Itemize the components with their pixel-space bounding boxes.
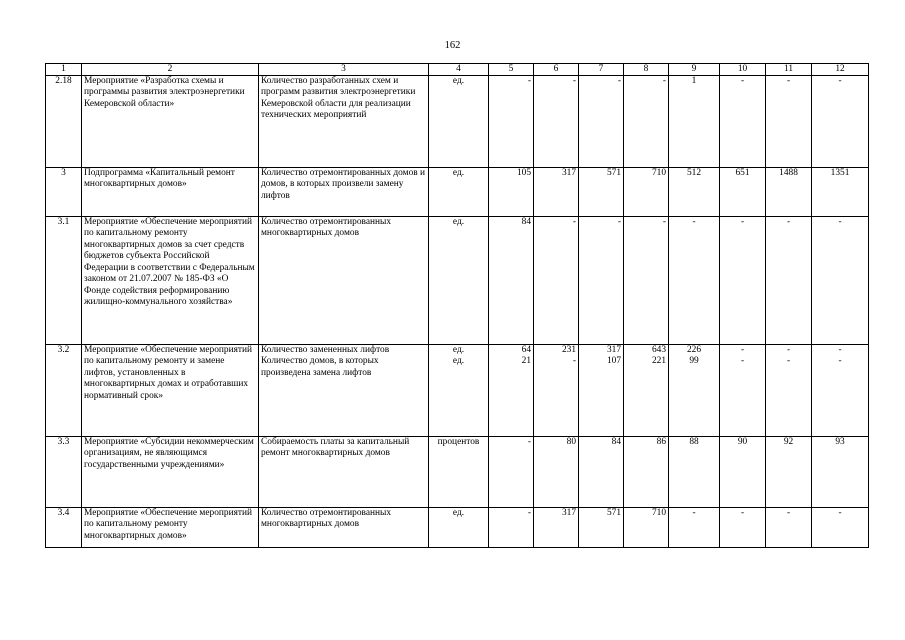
value-cell: - (669, 508, 720, 548)
value: 226 (686, 345, 702, 355)
table-row (46, 508, 869, 548)
value-cell: 1 (669, 76, 720, 168)
header-cell: 8 (624, 64, 669, 76)
row-number: 3.1 (46, 217, 82, 345)
table-header-row (46, 64, 869, 76)
value: - (572, 356, 576, 367)
unit: ед. (452, 356, 465, 367)
value-cell: 317 (534, 508, 579, 548)
unit: ед. (429, 76, 489, 168)
unit: процентов (429, 437, 489, 508)
value-cell (624, 345, 669, 437)
indicator-name: Количество домов, в которых произведена замена лифтов (261, 356, 379, 378)
value-cell: 317 (534, 168, 579, 217)
value-cell (579, 345, 624, 437)
value: - (786, 356, 791, 367)
value-cell (812, 345, 869, 437)
header-cell: 12 (812, 64, 869, 76)
value-cell: - (534, 217, 579, 345)
indicator-name: Количество отремонтированных многоквартирных домов (259, 217, 429, 345)
value-cell: 80 (534, 437, 579, 508)
header-cell: 5 (489, 64, 534, 76)
value-cell: - (766, 76, 812, 168)
value: 99 (689, 356, 699, 367)
value-cell: 84 (489, 217, 534, 345)
value-cell: 710 (624, 168, 669, 217)
indicators-table (45, 63, 869, 548)
value-cell: - (579, 76, 624, 168)
value-cell (534, 345, 579, 437)
value-cell: 92 (766, 437, 812, 508)
value-cell: - (579, 217, 624, 345)
unit: ед. (429, 508, 489, 548)
header-cell: 2 (82, 64, 259, 76)
value-cell: 512 (669, 168, 720, 217)
value: - (786, 345, 791, 355)
table-row (46, 217, 869, 345)
measure-name: Мероприятие «Разработка схемы и программы развития электроэнергетики Кемеровской области» (82, 76, 259, 168)
table-row (46, 437, 869, 508)
value-cell: - (720, 217, 766, 345)
value-cell: 105 (489, 168, 534, 217)
value: 643 (651, 345, 666, 355)
indicator-name: Количество замененных лифтов (261, 345, 390, 355)
value-cell: - (489, 508, 534, 548)
header-cell: 11 (766, 64, 812, 76)
value-cell: 1488 (766, 168, 812, 217)
value: - (838, 356, 842, 367)
value-cell: - (766, 217, 812, 345)
header-cell: 3 (259, 64, 429, 76)
value-cell: - (489, 76, 534, 168)
value: 317 (606, 345, 621, 355)
value-cell: - (624, 76, 669, 168)
value-cell: 1351 (812, 168, 869, 217)
measure-name: Подпрограмма «Капитальный ремонт многоквартирных домов» (82, 168, 259, 217)
value-cell: 571 (579, 168, 624, 217)
indicator-name: Количество разработанных схем и программ развития электроэнергетики Кемеровской области для реализации технических мероприятий (259, 76, 429, 168)
value-cell: - (489, 437, 534, 508)
value: 221 (651, 356, 666, 367)
measure-name: Мероприятие «Обеспечение мероприятий по капитальному ремонту многоквартирных домов за счет средств бюджетов субъекта Российской Федерации в соответствии с Федеральным законом от 21.07.2007 № 185-ФЗ «О Фонде содействия реформированию жилищно-коммунального хозяйства» (82, 217, 259, 345)
value: - (740, 345, 745, 355)
measure-name: Мероприятие «Субсидии некоммерческим организациям, не являющимся государственными учреждениями» (82, 437, 259, 508)
header-cell: 1 (46, 64, 82, 76)
value-cell: 88 (669, 437, 720, 508)
value: 21 (521, 356, 531, 367)
unit-cell (429, 345, 489, 437)
indicator-name: Собираемость платы за капитальный ремонт многоквартирных домов (259, 437, 429, 508)
value-cell: - (812, 217, 869, 345)
value-cell (669, 345, 720, 437)
value-cell: 84 (579, 437, 624, 508)
row-number: 2.18 (46, 76, 82, 168)
value-cell: - (766, 508, 812, 548)
value-cell (489, 345, 534, 437)
row-number: 3.4 (46, 508, 82, 548)
value-cell: - (720, 76, 766, 168)
unit: ед. (429, 168, 489, 217)
value-cell: - (534, 76, 579, 168)
measure-name: Мероприятие «Обеспечение мероприятий по капитальному ремонту и замене лифтов, установленных в многоквартирных домах и отработавших нормативный срок» (82, 345, 259, 437)
header-cell: 10 (720, 64, 766, 76)
value: 64 (521, 345, 531, 355)
row-number: 3 (46, 168, 82, 217)
indicator-name: Количество отремонтированных домов и домов, в которых произвели замену лифтов (259, 168, 429, 217)
unit: ед. (429, 217, 489, 345)
header-cell: 6 (534, 64, 579, 76)
value-cell: 90 (720, 437, 766, 508)
row-number: 3.2 (46, 345, 82, 437)
value-cell: - (720, 508, 766, 548)
row-number: 3.3 (46, 437, 82, 508)
value-cell: - (669, 217, 720, 345)
page-number: 162 (444, 40, 461, 51)
value-cell: - (624, 217, 669, 345)
table-row (46, 345, 869, 437)
indicator-name: Количество отремонтированных многоквартирных домов (259, 508, 429, 548)
header-cell: 4 (429, 64, 489, 76)
value: - (740, 356, 745, 367)
header-cell: 9 (669, 64, 720, 76)
value-cell (720, 345, 766, 437)
table-row (46, 168, 869, 217)
indicator-cell (259, 345, 429, 437)
value-cell: 86 (624, 437, 669, 508)
value: 231 (561, 345, 576, 355)
value: - (838, 345, 842, 355)
value-cell (766, 345, 812, 437)
value-cell: 571 (579, 508, 624, 548)
value-cell: 651 (720, 168, 766, 217)
value: 107 (606, 356, 621, 367)
unit: ед. (452, 345, 465, 355)
value-cell: 710 (624, 508, 669, 548)
value-cell: - (812, 508, 869, 548)
measure-name: Мероприятие «Обеспечение мероприятий по капитальному ремонту многоквартирных домов» (82, 508, 259, 548)
header-cell: 7 (579, 64, 624, 76)
table-row (46, 76, 869, 168)
value-cell: - (812, 76, 869, 168)
value-cell: 93 (812, 437, 869, 508)
